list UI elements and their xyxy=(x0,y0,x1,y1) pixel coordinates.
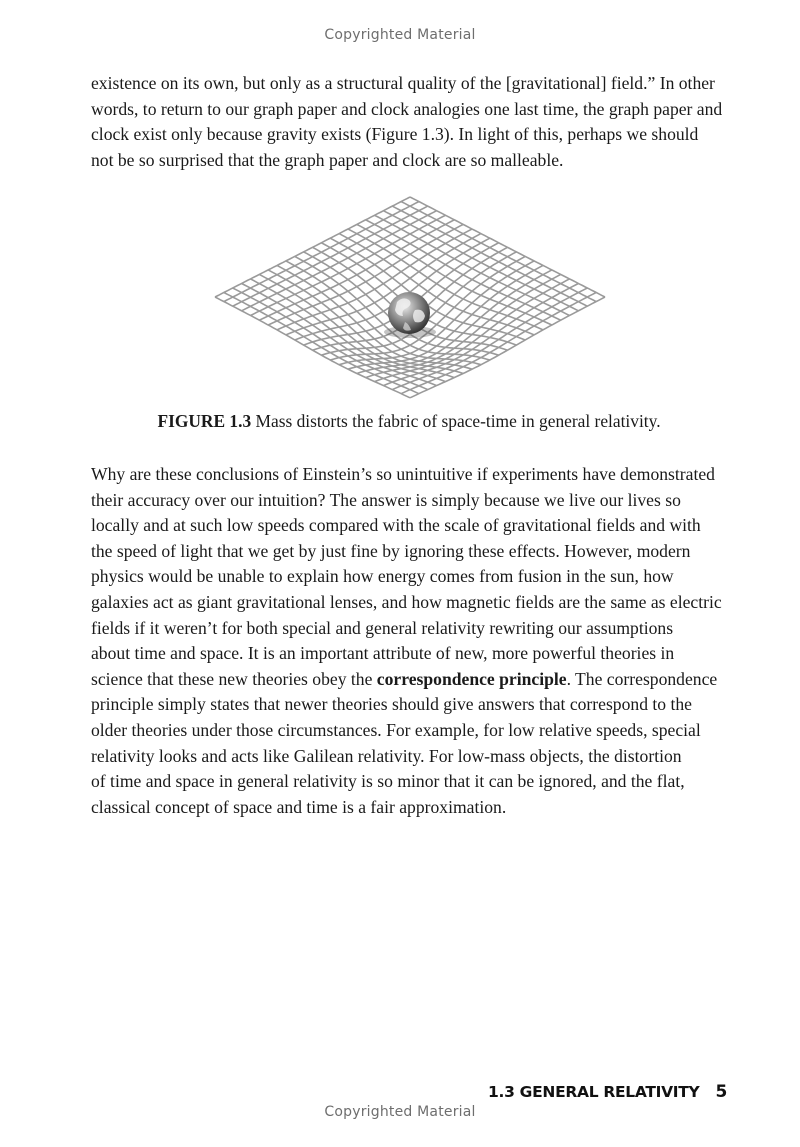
key-term-correspondence-principle: correspondence principle xyxy=(376,668,567,689)
text-line: Why are these conclusions of Einstein’s so unintuitive if experiments have demonstrated xyxy=(91,464,715,484)
text-line: of time and space in general relativity is so minor that it can be ignored, and the flat, xyxy=(91,771,685,792)
grid-line xyxy=(233,206,428,306)
text-line: not be so surprised that the graph paper and clock are so malleable. xyxy=(91,149,564,170)
text-line: classical concept of space and time is a fair approximation. xyxy=(91,796,507,817)
section-title: 1.3 GENERAL RELATIVITY xyxy=(488,1083,700,1101)
text-line: galaxies act as giant gravitational lenses, and how magnetic fields are the same as electric xyxy=(91,591,722,612)
page-footer xyxy=(488,1082,727,1102)
figure-caption xyxy=(0,411,800,432)
text-line: about time and space. It is an important attribute of new, more powerful theories in xyxy=(91,643,675,664)
text-line: physics would be unable to explain how energy comes from fusion in the sun, how xyxy=(91,566,674,587)
text-line: locally and at such low speeds compared with the scale of gravitational fields and with xyxy=(91,515,701,536)
text-line: principle simply states that newer theories should give answers that correspond to the xyxy=(91,694,692,715)
text-line: their accuracy over our intuition? The answer is simply because we live our lives so xyxy=(91,489,681,510)
earth-globe-icon xyxy=(384,292,436,338)
text-line: words, to return to our graph paper and clock analogies one last time, the graph paper and xyxy=(91,98,723,119)
text-segment: . The correspondence xyxy=(566,668,718,689)
figure-label: FIGURE 1.3 xyxy=(157,411,252,431)
text-segment: science that these new theories obey the xyxy=(91,668,377,689)
page-number: 5 xyxy=(715,1082,727,1102)
figure-caption-text: Mass distorts the fabric of space-time in general relativity. xyxy=(251,411,661,431)
copyright-header: Copyrighted Material xyxy=(324,27,476,43)
text-line: the speed of light that we get by just fine by ignoring these effects. However, modern xyxy=(91,540,691,561)
paragraph-intro xyxy=(91,71,741,173)
grid-line xyxy=(392,206,587,306)
text-line: older theories under those circumstances. For example, for low relative speeds, special xyxy=(91,719,701,740)
text-line xyxy=(91,667,741,693)
copyright-footer: Copyrighted Material xyxy=(324,1104,476,1120)
spacetime-grid-illustration xyxy=(205,192,615,410)
text-line: existence on its own, but only as a structural quality of the [gravitational] field.” In other xyxy=(91,73,715,93)
paragraph-main xyxy=(91,462,741,820)
text-line: relativity looks and acts like Galilean relativity. For low-mass objects, the distortion xyxy=(91,745,682,766)
text-line: clock exist only because gravity exists (Figure 1.3). In light of this, perhaps we should xyxy=(91,124,699,145)
spacetime-figure xyxy=(205,192,615,410)
text-line: fields if it weren’t for both special and general relativity rewriting our assumptions xyxy=(91,617,674,638)
